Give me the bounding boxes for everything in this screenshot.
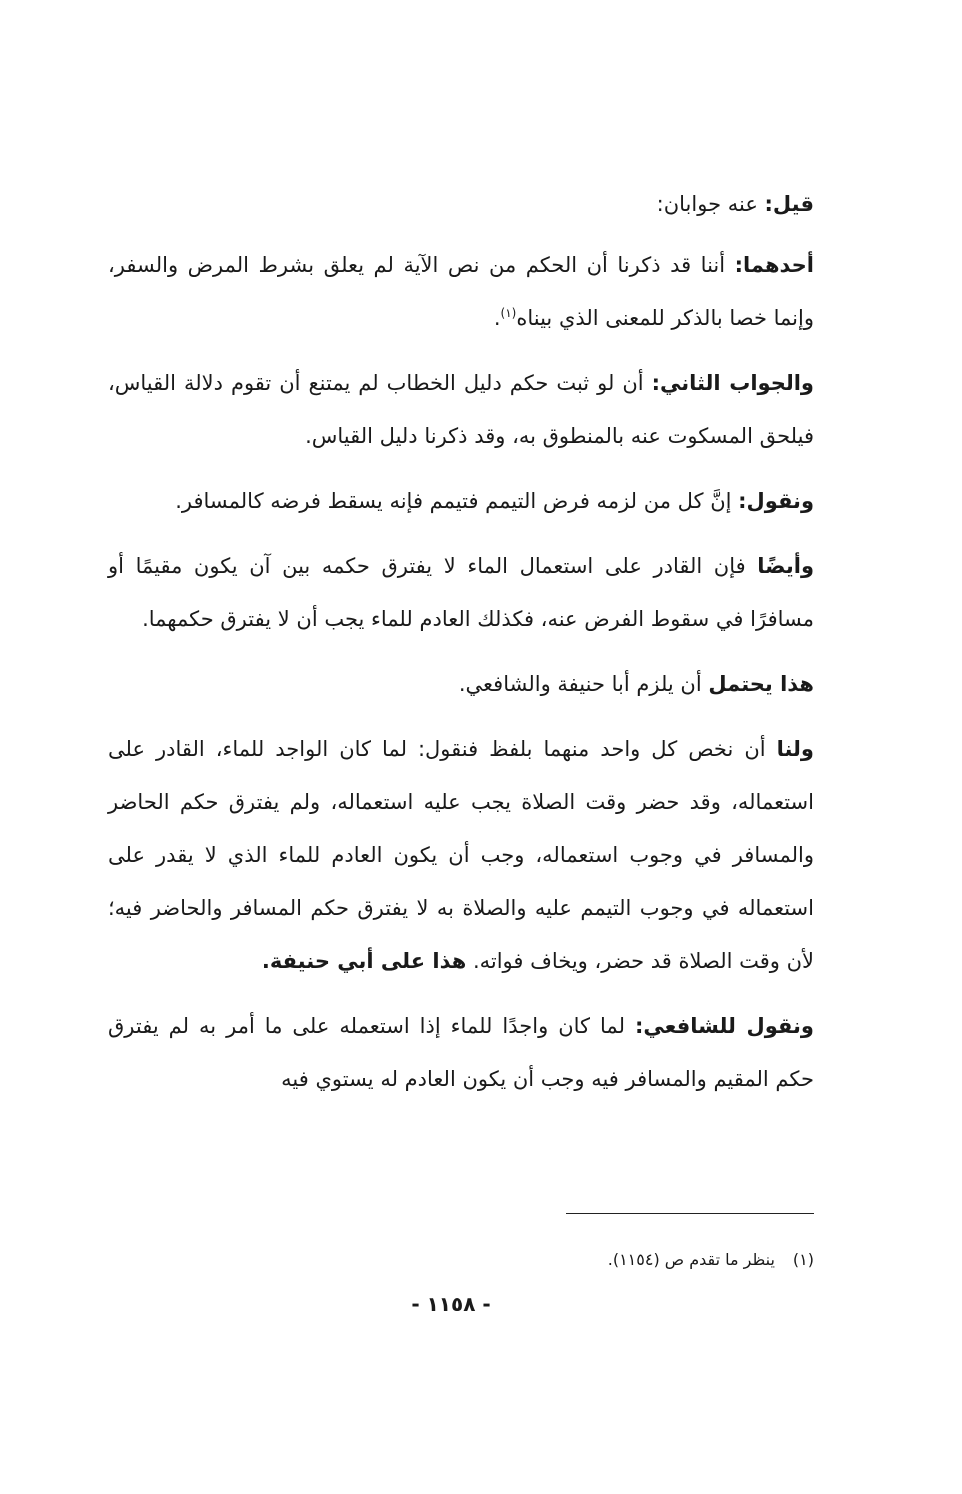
paragraph-lead: ونقول للشافعي:: [634, 1014, 814, 1038]
main-text: [108, 178, 814, 1118]
paragraph-lead: ونقول:: [738, 489, 814, 513]
page-number: - ١١٥٨ -: [411, 1292, 491, 1316]
paragraph-6: [108, 658, 814, 711]
paragraph-text: أن يلزم أبا حنيفة والشافعي.: [458, 672, 709, 696]
paragraph-text: إنَّ كل من لزمه فرض التيمم فتيمم فإنه يسقط فرضه كالمسافر.: [175, 489, 739, 513]
footnote-number: (١): [792, 1250, 814, 1269]
paragraph-4: [108, 475, 814, 528]
paragraph-tail: .: [493, 306, 501, 330]
paragraph-tail-bold: هذا على أبي حنيفة.: [261, 949, 467, 973]
paragraph-lead: والجواب الثاني:: [651, 371, 814, 395]
footnote: [300, 1248, 814, 1272]
footnote-reference[interactable]: (١): [500, 306, 517, 320]
paragraph-1: [108, 178, 814, 231]
paragraph-text: فإن القادر على استعمال الماء لا يفترق حكمه بين آن يكون مقيمًا أو مسافرًا في سقوط الفرض عنه، فكذلك العادم للماء يجب أن لا يفترق حكمهما.: [108, 554, 814, 631]
footnote-divider: [566, 1213, 814, 1214]
paragraph-text: أننا قد ذكرنا أن الحكم من نص الآية لم يعلق بشرط المرض والسفر، وإنما خصا بالذكر للمعنى الذي بيناه: [108, 253, 814, 330]
paragraph-8: [108, 1000, 814, 1106]
paragraph-lead: ولنا: [776, 737, 814, 761]
paragraph-5: [108, 540, 814, 646]
paragraph-3: [108, 357, 814, 463]
paragraph-lead: هذا: [772, 672, 814, 696]
footnote-text: ينظر ما تقدم ص (١١٥٤).: [607, 1250, 775, 1269]
paragraph-text: لما كان واجدًا للماء إذا استعمله على ما أمر به لم يفترق حكم المقيم والمسافر فيه وجب أن يكون العادم له يستوي فيه: [108, 1014, 814, 1091]
paragraph-7: [108, 723, 814, 988]
paragraph-emphasis: يحتمل: [708, 672, 773, 696]
paragraph-2: [108, 239, 814, 345]
paragraph-text: أن نخص كل واحد منهما بلفظ فنقول: لما كان الواجد للماء، القادر على استعماله، وقد حضر وقت الصلاة يجب عليه استعماله، ولم يفترق حكم الحاضر والمسافر في وجوب استعماله، وجب أن يكون العادم للماء الذي لا يقدر على استعماله في وجوب التيمم عليه والصلاة به لا يفترق حكم المسافر والحاضر فيه؛ لأن وقت الصلاة قد حضر، ويخاف فواته.: [108, 737, 814, 973]
paragraph-lead: وأيضًا: [757, 554, 814, 578]
paragraph-lead: أحدهما:: [734, 253, 814, 277]
paragraph-text: عنه جوابان:: [656, 192, 765, 216]
paragraph-text: أن لو ثبت حكم دليل الخطاب لم يمتنع أن تقوم دلالة القياس، فيلحق المسكوت عنه بالمنطوق به، وقد ذكرنا دليل القياس.: [108, 371, 814, 448]
paragraph-lead: قيل:: [764, 192, 814, 216]
